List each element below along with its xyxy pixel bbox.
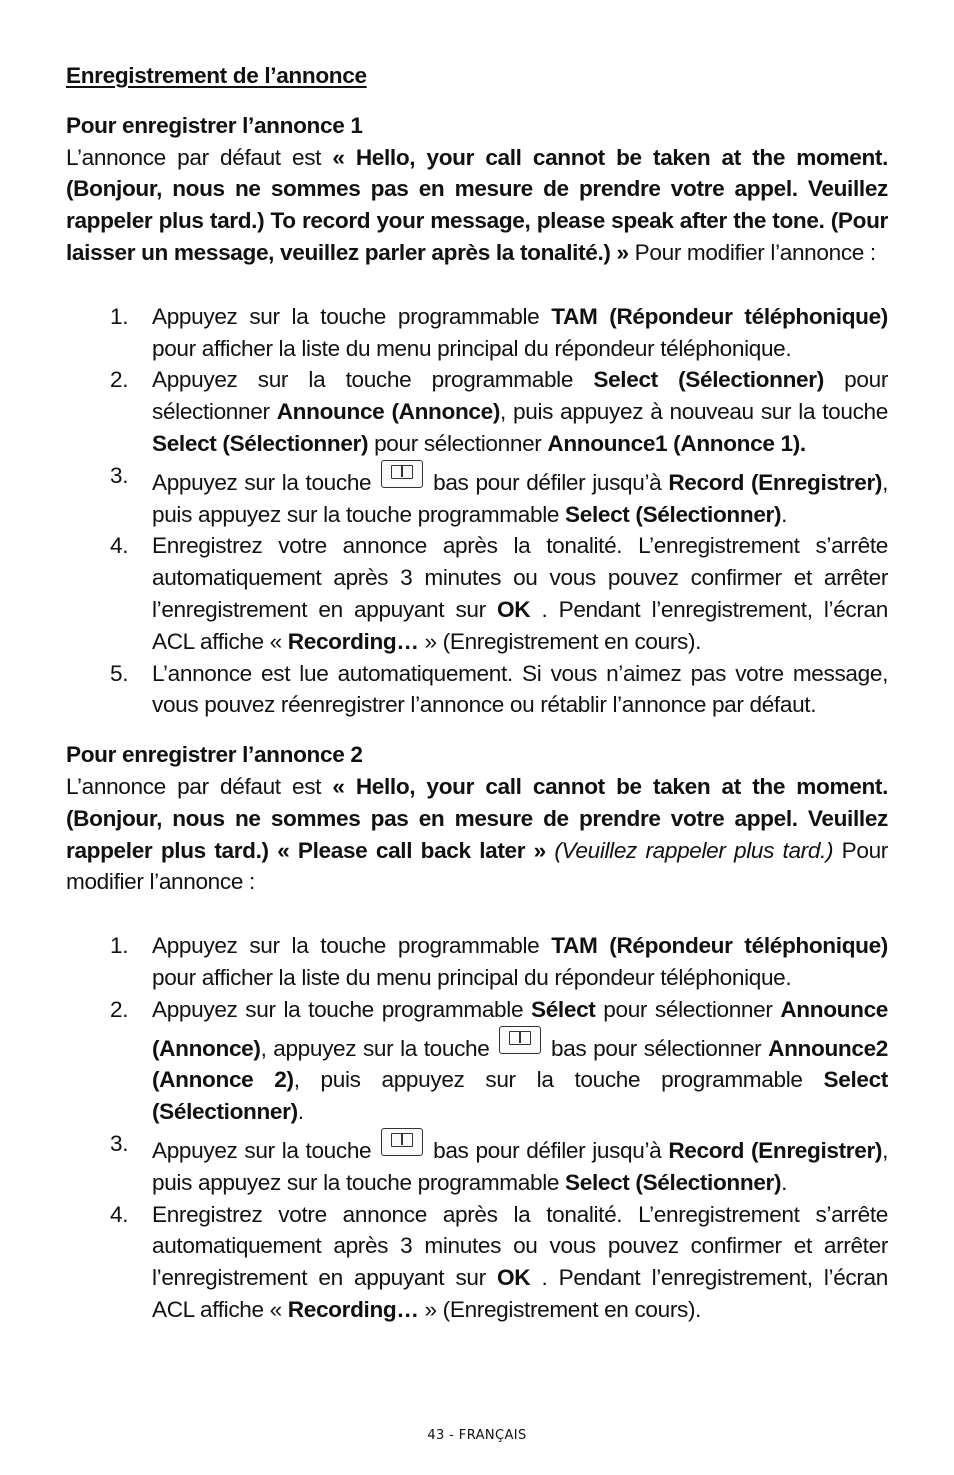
bold-text: Record (Enregistrer): [668, 1137, 883, 1163]
bold-text: Announce (Annonce): [152, 996, 888, 1061]
text-run: . Pendant l’enregistrement, l’écran ACL affiche «: [152, 1265, 888, 1322]
bold-text: TAM (Répondeur téléphonique): [551, 933, 888, 959]
text-run: Enregistrez votre annonce après la tonalité. L’enregistrement s’arrête automatiquement après 3 minutes ou vous pouvez confirmer et arrêter l’enregistrement en appuyant sur: [152, 1201, 888, 1291]
bold-text: Select (Sélectionner): [565, 501, 782, 527]
text-run: pour afficher la liste du menu principal du répondeur téléphonique.: [152, 335, 792, 361]
page-content: [66, 60, 888, 1326]
bold-text: Recording…: [287, 1296, 419, 1322]
text-run: Enregistrez votre annonce après la tonalité. L’enregistrement s’arrête automatiquement après 3 minutes ou vous pouvez confirmer et arrêter l’enregistrement en appuyant sur: [152, 533, 888, 622]
text-run: bas pour défiler jusqu’à: [426, 469, 669, 495]
list-item-number: 2.: [110, 367, 129, 393]
section-1-heading: Pour enregistrer l’annonce 1: [66, 112, 363, 138]
text-run: pour sélectionner: [152, 367, 888, 425]
text-run: » (Enregistrement en cours).: [418, 1296, 702, 1322]
directory-key-icon: [381, 460, 423, 488]
section-1-intro: [66, 142, 888, 269]
list-item: [66, 364, 888, 459]
section-1-steps: [66, 301, 888, 721]
text-run: , puis appuyez sur la touche programmable: [293, 1067, 824, 1093]
text-run: Appuyez sur la touche programmable: [152, 367, 594, 393]
text-run: Appuyez sur la touche: [152, 469, 379, 495]
text-run: L’annonce par défaut est: [66, 773, 333, 799]
text-run: Pour modifier l’annonce :: [628, 239, 876, 265]
text-run: pour sélectionner: [368, 430, 548, 456]
directory-key-icon: [499, 1026, 541, 1054]
bold-text: « Hello, your call cannot be taken at the moment. (Bonjour, nous ne sommes pas en mesure de prendre votre appel. Veuillez rappeler plus tard.) To record your message, please speak after the tone. (Pour laisser un message, veuillez parler après la tonalité.) »: [66, 144, 888, 265]
bold-text: Select (Sélectionner): [152, 430, 369, 456]
text-run: Appuyez sur la touche: [152, 1137, 379, 1163]
list-item-number: 5.: [110, 660, 129, 686]
text-run: , puis appuyez sur la touche programmable: [152, 469, 888, 527]
list-item: [66, 1199, 888, 1326]
bold-text: « Hello, your call cannot be taken at the moment. (Bonjour, nous ne sommes pas en mesure de prendre votre appel. Veuillez rappeler plus tard.) « Please call back later »: [66, 773, 888, 863]
list-item-number: 1.: [110, 303, 129, 329]
bold-text: Announce (Annonce): [276, 399, 501, 425]
bold-text: OK: [497, 1265, 531, 1291]
text-run: L’annonce est lue automatiquement. Si vous n’aimez pas votre message, vous pouvez réenregistrer l’annonce ou rétablir l’annonce par défaut.: [152, 660, 888, 718]
list-item: [66, 460, 888, 531]
text-run: , appuyez sur la touche: [260, 1035, 497, 1061]
text-run: .: [781, 501, 788, 527]
bold-text: Announce2 (Annonce 2): [152, 1035, 888, 1093]
text-run: .: [781, 1169, 788, 1195]
text-run: Pour modifier l’annonce :: [66, 837, 888, 895]
text-run: Appuyez sur la touche programmable: [152, 996, 531, 1022]
bold-text: Select (Sélectionner): [152, 1067, 888, 1125]
bold-text: Recording…: [287, 628, 419, 654]
text-run: L’annonce par défaut est: [66, 144, 333, 170]
bold-text: Select (Sélectionner): [565, 1169, 782, 1195]
list-item: [66, 301, 888, 365]
list-item-number: 4.: [110, 533, 129, 559]
list-item: [66, 530, 888, 657]
list-item: [66, 658, 888, 722]
text-run: , puis appuyez à nouveau sur la touche: [500, 399, 888, 425]
list-item-number: 3.: [110, 462, 129, 488]
bold-text: OK: [497, 596, 531, 622]
bold-text: TAM (Répondeur téléphonique): [551, 303, 888, 329]
section-2-steps: [66, 930, 888, 1326]
text-run: pour afficher la liste du menu principal du répondeur téléphonique.: [152, 964, 792, 990]
list-item-number: 3.: [110, 1130, 129, 1156]
list-item: [66, 930, 888, 994]
section-2-heading: Pour enregistrer l’annonce 2: [66, 742, 363, 768]
page-title: Enregistrement de l’annonce: [66, 63, 367, 88]
bold-text: Announce1 (Annonce 1).: [547, 430, 806, 456]
bold-text: Sélect: [530, 996, 596, 1022]
section-2-intro: [66, 771, 888, 898]
text-run: .: [297, 1099, 304, 1125]
bold-text: Select (Sélectionner): [593, 367, 824, 393]
text-run: Appuyez sur la touche programmable: [152, 933, 552, 959]
text-run: bas pour défiler jusqu’à: [426, 1137, 669, 1163]
text-run: » (Enregistrement en cours).: [418, 628, 702, 654]
list-item-number: 4.: [110, 1201, 129, 1227]
list-item: [66, 1128, 888, 1199]
page-footer: 43 - FRANÇAIS: [427, 1428, 527, 1443]
text-run: pour sélectionner: [595, 996, 781, 1022]
text-run: Appuyez sur la touche programmable: [152, 303, 552, 329]
list-item: [66, 994, 888, 1128]
text-run: . Pendant l’enregistrement, l’écran ACL affiche «: [152, 596, 888, 654]
italic-text: (Veuillez rappeler plus tard.): [545, 837, 834, 863]
directory-key-icon: [381, 1128, 423, 1156]
bold-text: Record (Enregistrer): [668, 469, 883, 495]
list-item-number: 2.: [110, 996, 129, 1022]
list-item-number: 1.: [110, 933, 129, 959]
text-run: , puis appuyez sur la touche programmable: [152, 1137, 888, 1195]
text-run: bas pour sélectionner: [544, 1035, 769, 1061]
